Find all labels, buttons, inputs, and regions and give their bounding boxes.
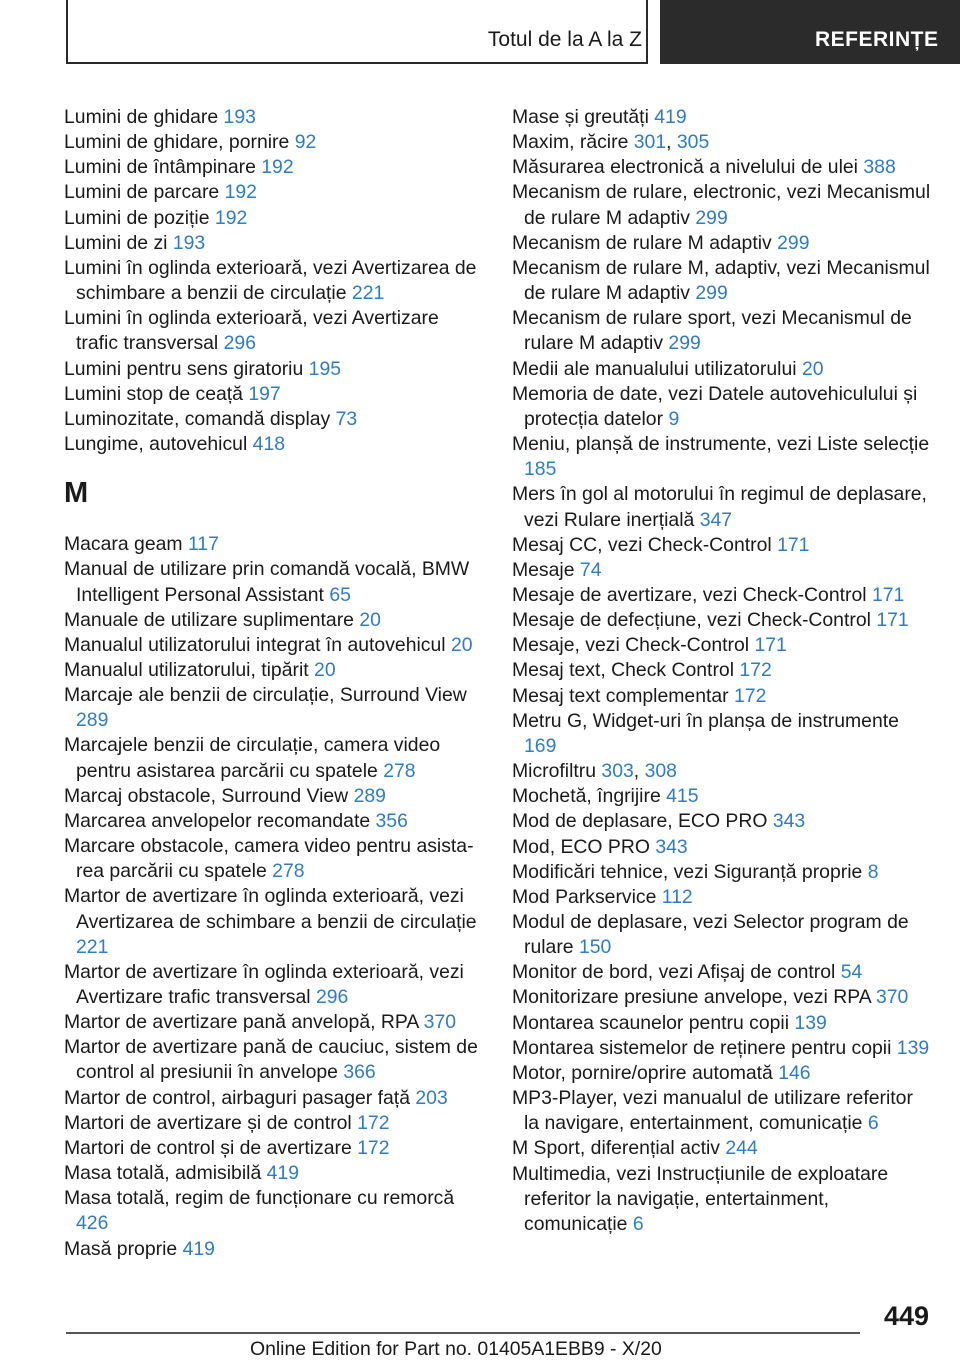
page-ref-link[interactable]: 296 xyxy=(315,986,349,1008)
index-entry-text: Mase și greutăți xyxy=(512,106,649,128)
section-title: Totul de la A la Z xyxy=(487,28,642,51)
index-entry-text: Mod, ECO PRO xyxy=(512,835,650,858)
index-entry xyxy=(512,885,932,910)
index-entry-text: Metru G, Widget-uri în planșa de instrumente xyxy=(512,709,899,732)
index-entry: Maxim, răcire 301, 305 xyxy=(512,131,710,154)
page-ref-link[interactable]: 343 xyxy=(655,835,688,858)
index-entry-text: Marcaje ale benzii de circulație, Surround View xyxy=(64,684,467,707)
page-ref-link[interactable]: 366 xyxy=(343,1061,376,1084)
index-entry-text: Multimedia, vezi Instrucțiunile de exploatare referitor la navigație, entertainment, comunicație xyxy=(512,1162,889,1235)
index-entry-text: Mesaje, vezi Check-Control xyxy=(512,634,750,657)
index-entry-text: Macara geam xyxy=(64,533,183,556)
index-entry xyxy=(512,382,932,432)
index-entry xyxy=(512,1061,932,1086)
index-entry-text: Mecanism de rulare, electronic, vezi Mecanismul de rulare M adaptiv xyxy=(512,181,931,229)
index-entry xyxy=(512,533,932,558)
index-letter-heading: M xyxy=(64,477,89,510)
index-entry xyxy=(64,357,484,382)
page-ref-link[interactable]: 193 xyxy=(172,231,206,254)
index-entry-text: MP3-Player, vezi manualul de utilizare referitor la navigare, entertainment, comunicație xyxy=(512,1087,913,1135)
page-ref-link[interactable]: 192 xyxy=(214,206,248,229)
index-entry xyxy=(64,155,484,180)
index-entry xyxy=(64,306,484,356)
index-entry-text: Microfiltru xyxy=(512,760,597,783)
index-entry xyxy=(512,608,932,633)
page-ref-link[interactable]: 169 xyxy=(524,734,557,757)
index-entry xyxy=(64,180,484,205)
index-entry-text: Medii ale manualului utilizatorului xyxy=(512,357,797,380)
index-entry-text: Lungime, autovehicul xyxy=(64,433,248,456)
page-ref-link[interactable]: 117 xyxy=(187,533,219,556)
index-entry xyxy=(512,784,932,809)
index-entry-text: Mesaje xyxy=(512,558,575,581)
index-entry xyxy=(64,809,484,834)
page-ref-link[interactable]: 139 xyxy=(794,1011,827,1034)
index-entry xyxy=(512,180,932,230)
page-ref-link[interactable]: 305 xyxy=(676,131,710,154)
index-entry-text: Mesaje de avertizare, vezi Check-Control xyxy=(512,583,867,606)
page-ref-link[interactable]: 171 xyxy=(871,583,905,606)
index-entry-text: Meniu, planșă de instrumente, vezi Liste selecție xyxy=(512,433,930,456)
page-ref-link[interactable]: 20 xyxy=(450,633,473,656)
index-entry xyxy=(64,382,484,407)
page-ref-link[interactable]: 221 xyxy=(76,935,109,958)
page-ref-link[interactable]: 197 xyxy=(248,382,281,405)
page-ref-link[interactable]: 6 xyxy=(867,1112,879,1135)
index-entry-text: Mecanism de rulare M adaptiv xyxy=(512,231,772,254)
footer-edition: Online Edition for Part no. 01405A1EBB9 - X/20 xyxy=(250,1338,662,1360)
page-ref-link[interactable]: 139 xyxy=(896,1036,930,1059)
footer-divider xyxy=(66,1332,860,1334)
page-ref-link[interactable]: 171 xyxy=(876,609,909,632)
index-entry xyxy=(512,357,932,382)
index-entry xyxy=(512,306,932,356)
index-entry-text: Martori de avertizare și de control xyxy=(64,1111,352,1134)
index-entry xyxy=(64,206,484,231)
index-entry xyxy=(512,960,932,985)
chapter-title: REFERINȚE xyxy=(815,28,939,51)
index-entry xyxy=(64,733,484,783)
index-entry xyxy=(512,709,932,759)
index-entry-text: Masa totală, admisibilă xyxy=(64,1162,262,1185)
page-ref-link[interactable]: 278 xyxy=(272,860,305,883)
index-entry-text: Mesaj text complementar xyxy=(512,684,729,707)
index-entry-text: Mesaje de defecțiune, vezi Check-Control xyxy=(512,609,871,632)
index-entry-text: Mecanism de rulare M, adaptiv, vezi Mecanismul de rulare M adaptiv xyxy=(512,256,930,305)
index-entry xyxy=(64,1237,484,1262)
index-entry xyxy=(512,860,932,885)
page-ref-link[interactable]: 426 xyxy=(76,1212,109,1235)
index-entry xyxy=(64,1136,484,1161)
index-entry-text: Manualul utilizatorului integrat în autovehicul xyxy=(64,633,446,656)
page-ref-link[interactable]: 308 xyxy=(644,760,677,783)
index-entry xyxy=(64,658,484,683)
page-ref-link[interactable]: 347 xyxy=(699,508,733,531)
index-entry xyxy=(64,884,484,959)
page-ref-link[interactable]: 419 xyxy=(266,1162,299,1185)
page-ref-link[interactable]: 388 xyxy=(863,156,896,179)
page-ref-link[interactable]: 172 xyxy=(357,1111,390,1134)
index-entry-text: Luminozitate, comandă display xyxy=(64,407,331,430)
page-ref-link[interactable]: 54 xyxy=(840,961,863,984)
index-column-right xyxy=(512,105,932,1237)
page-ref-link[interactable]: 356 xyxy=(375,809,408,832)
page-ref-link[interactable]: 20 xyxy=(359,608,381,631)
index-entry xyxy=(64,1186,484,1236)
index-entry-text: Montarea sistemelor de reținere pentru copii xyxy=(512,1036,892,1059)
page-ref-link[interactable]: 172 xyxy=(734,684,767,707)
page-ref-link[interactable]: 6 xyxy=(632,1212,644,1235)
page-ref-link[interactable]: 195 xyxy=(308,357,342,380)
index-entry-text: Lumini de ghidare xyxy=(64,106,219,128)
index-column-left xyxy=(64,105,484,1262)
page-ref-link[interactable]: 146 xyxy=(778,1061,811,1084)
page-ref-link[interactable]: 221 xyxy=(351,282,385,305)
page-ref-link[interactable]: 415 xyxy=(666,785,699,808)
index-entry xyxy=(512,684,932,709)
page-ref-link[interactable]: 303 xyxy=(601,760,634,783)
index-entry-text: Lumini de întâmpinare xyxy=(64,156,256,179)
page-ref-link[interactable]: 370 xyxy=(875,986,909,1009)
index-entry xyxy=(64,1161,484,1186)
index-entry xyxy=(64,432,484,457)
index-entry xyxy=(512,910,932,960)
page-ref-link[interactable]: 203 xyxy=(415,1086,448,1109)
index-entry-text: Lumini de ghidare, pornire xyxy=(64,131,290,154)
index-entry xyxy=(512,835,932,860)
index-entry xyxy=(512,1086,932,1136)
index-entry-text: Motor, pornire/oprire automată xyxy=(512,1061,773,1084)
index-entry-text: Mecanism de rulare sport, vezi Mecanismul de rulare M adaptiv xyxy=(512,307,912,355)
index-entry xyxy=(512,985,932,1010)
page-ref-link[interactable]: 192 xyxy=(224,181,257,204)
index-entry xyxy=(64,130,484,155)
page-ref-link[interactable]: 74 xyxy=(579,558,602,581)
index-entry xyxy=(64,1111,484,1136)
index-entry-text: Mochetă, îngrijire xyxy=(512,785,661,808)
index-entry-text: Masă proprie xyxy=(64,1237,178,1260)
index-entry-text: Manual de utilizare prin comandă vocală, BMW Intelligent Personal Assistant xyxy=(64,558,470,606)
page-ref-link[interactable]: 299 xyxy=(695,206,728,229)
index-entry-text: Manualul utilizatorului, tipărit xyxy=(64,658,309,681)
page-ref-link[interactable]: 419 xyxy=(654,106,687,128)
index-entry xyxy=(64,557,484,607)
page-ref-link[interactable]: 299 xyxy=(695,282,728,305)
index-entry-text: Lumini în oglinda exterioară, vezi Avertizare trafic transversal xyxy=(64,307,439,355)
page-ref-link[interactable]: 289 xyxy=(76,709,109,732)
index-entry-text: Mesaj text, Check Control xyxy=(512,659,734,682)
page-ref-link[interactable]: 9 xyxy=(668,407,680,430)
index-entry xyxy=(512,432,932,482)
index-entry xyxy=(512,105,932,130)
index-entry-text: Mesaj CC, vezi Check-Control xyxy=(512,533,772,556)
index-entry xyxy=(512,1162,932,1237)
page-ref-link[interactable]: 192 xyxy=(261,156,294,179)
page-ref-link[interactable]: 172 xyxy=(739,659,772,682)
index-entry xyxy=(64,105,484,130)
index-entry xyxy=(64,834,484,884)
index-entry-text: Martor de avertizare în oglinda exterioară, vezi Avertizarea de schimbare a benzii de circulație xyxy=(64,885,477,933)
index-entry-text: Martor de avertizare pană de cauciuc, sistem de control al presiunii în anvelope xyxy=(64,1036,478,1084)
index-entry-text: Maxim, răcire xyxy=(512,131,629,154)
index-entry xyxy=(64,960,484,1010)
index-entry-text: Mod Parkservice xyxy=(512,885,657,908)
index-entry-text: Martori de control și de avertizare xyxy=(64,1136,352,1159)
index-entry-text: Lumini pentru sens giratoriu xyxy=(64,357,304,380)
index-entry-text: Marcaj obstacole, Surround View xyxy=(64,784,349,807)
index-entry: Microfiltru 303, 308 xyxy=(512,760,677,783)
index-entry xyxy=(512,1011,932,1036)
index-entry-text: Martor de avertizare pană anvelopă, RPA xyxy=(64,1011,419,1034)
page-ref-link[interactable]: 289 xyxy=(353,784,386,807)
page-ref-link[interactable]: 92 xyxy=(294,131,317,154)
index-entry-text: Marcarea anvelopelor recomandate xyxy=(64,809,371,832)
index-entry xyxy=(64,683,484,733)
page-ref-link[interactable]: 65 xyxy=(329,583,351,606)
index-entry xyxy=(64,784,484,809)
page-ref-link[interactable]: 193 xyxy=(223,106,256,128)
index-entry-text: Lumini stop de ceață xyxy=(64,382,243,405)
index-entry-text: Lumini de poziție xyxy=(64,206,210,229)
index-entry-text: Manuale de utilizare suplimentare xyxy=(64,608,354,631)
index-entry-text: M Sport, diferențial activ xyxy=(512,1137,720,1160)
page-ref-link[interactable]: 343 xyxy=(772,810,806,833)
page-ref-link[interactable]: 296 xyxy=(223,332,256,355)
index-entry-text: Măsurarea electronică a nivelului de ulei xyxy=(512,156,858,179)
index-entry-text: Marcare obstacole, camera video pentru asistarea parcării cu spatele xyxy=(64,835,474,883)
index-entry-text: Memoria de date, vezi Datele autovehiculului și protecția datelor xyxy=(512,382,918,430)
index-entry xyxy=(512,482,932,532)
index-entry xyxy=(512,256,932,306)
index-entry xyxy=(64,608,484,633)
page-ref-link[interactable]: 299 xyxy=(777,231,810,254)
page-ref-link[interactable]: 299 xyxy=(668,332,701,355)
page-ref-link[interactable]: 20 xyxy=(801,357,824,380)
page-ref-link[interactable]: 171 xyxy=(777,533,810,556)
index-entry-text: Modificări tehnice, vezi Siguranță proprie xyxy=(512,860,863,883)
index-entry xyxy=(64,1035,484,1085)
index-entry xyxy=(512,558,932,583)
index-entry xyxy=(64,633,484,658)
index-entry xyxy=(64,256,484,306)
index-entry-text: Lumini de parcare xyxy=(64,181,220,204)
page-ref-link[interactable]: 20 xyxy=(314,658,336,681)
page-ref-link[interactable]: 301 xyxy=(633,131,667,154)
index-entry xyxy=(64,532,484,557)
index-entry xyxy=(512,809,932,834)
page-ref-link[interactable]: 370 xyxy=(423,1011,457,1034)
index-entry xyxy=(512,231,932,256)
index-entry xyxy=(512,155,932,180)
page-ref-link[interactable]: 150 xyxy=(578,936,612,959)
index-entry xyxy=(64,1086,484,1111)
index-entry xyxy=(512,583,932,608)
index-entry-text: Mers în gol al motorului în regimul de deplasare, vezi Rulare inerțială xyxy=(512,483,927,531)
index-entry-text: Montarea scaunelor pentru copii xyxy=(512,1011,790,1034)
index-entry-text: Lumini în oglinda exterioară, vezi Avertizarea de schimbare a benzii de circulație xyxy=(64,256,477,305)
index-entry-text: Monitor de bord, vezi Afișaj de control xyxy=(512,961,836,984)
page-ref-link[interactable]: 73 xyxy=(335,407,358,430)
index-entry xyxy=(512,633,932,658)
page-ref-link[interactable]: 185 xyxy=(524,458,557,481)
index-entry xyxy=(512,1036,932,1061)
page-number: 449 xyxy=(884,1301,930,1331)
index-entry-text: Martor de control, airbaguri pasager față xyxy=(64,1086,410,1109)
index-entry-text: Marcajele benzii de circulație, camera video pentru asistarea parcării cu spatele xyxy=(64,734,441,782)
index-entry xyxy=(64,231,484,256)
index-entry-text: Martor de avertizare în oglinda exterioară, vezi Avertizare trafic transversal xyxy=(64,960,464,1008)
page-ref-link[interactable]: 278 xyxy=(383,759,416,782)
index-entry-text: Mod de deplasare, ECO PRO xyxy=(512,810,768,833)
index-entry-text: Lumini de zi xyxy=(64,231,168,254)
page-ref-link[interactable]: 171 xyxy=(754,634,787,657)
page-ref-link[interactable]: 419 xyxy=(182,1237,215,1260)
index-entry xyxy=(64,407,484,432)
page-ref-link[interactable]: 172 xyxy=(357,1136,390,1159)
index-entry xyxy=(512,658,932,683)
index-entry-text: Masa totală, regim de funcționare cu remorcă xyxy=(64,1187,455,1210)
page-ref-link[interactable]: 112 xyxy=(661,885,693,908)
page-ref-link[interactable]: 418 xyxy=(252,433,286,456)
chapter-tab xyxy=(660,0,960,64)
index-entry-text: Modul de deplasare, vezi Selector program de rulare xyxy=(512,911,909,959)
index-entry xyxy=(64,1010,484,1035)
page-ref-link[interactable]: 244 xyxy=(725,1137,758,1160)
index-entry-text: Monitorizare presiune anvelope, vezi RPA xyxy=(512,986,871,1009)
page-ref-link[interactable]: 8 xyxy=(867,860,879,883)
index-entry xyxy=(512,1136,932,1161)
